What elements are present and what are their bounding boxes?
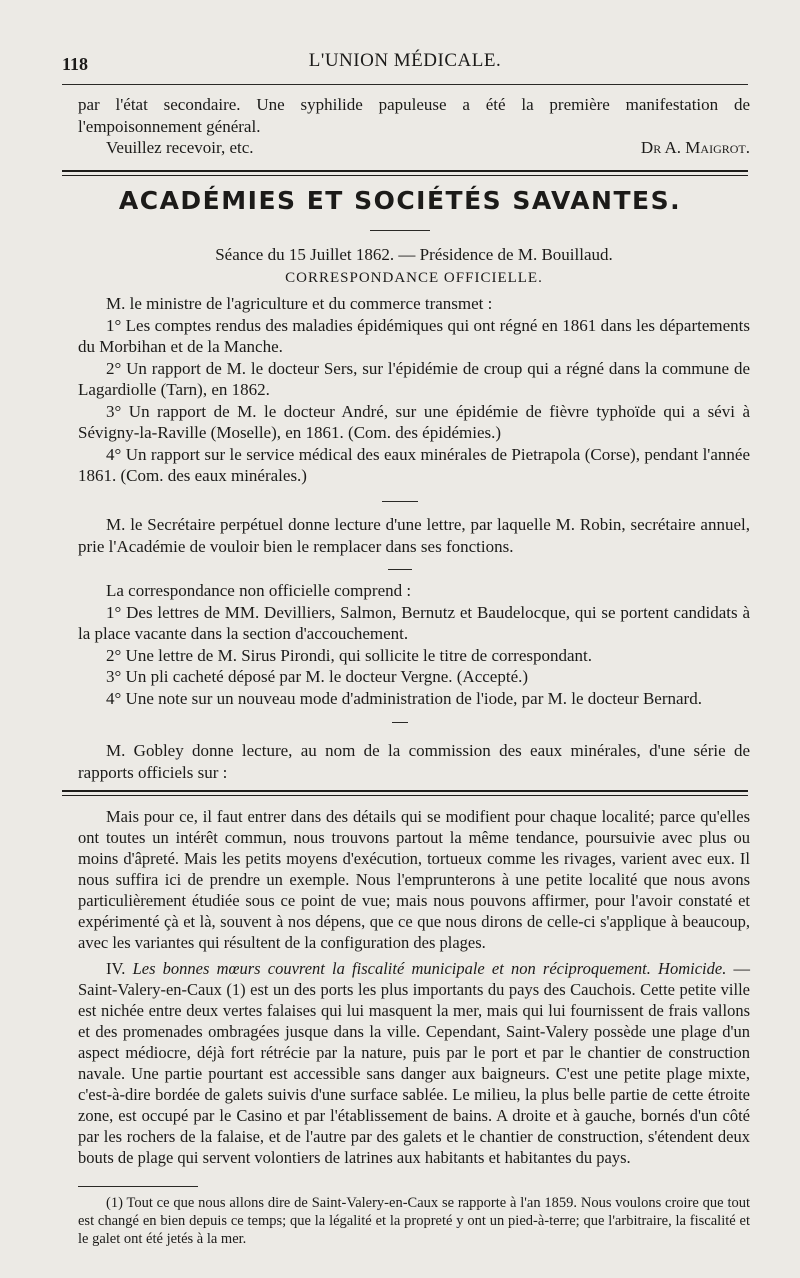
nonofficial-item: 3° Un pli cacheté déposé par M. le docteur Vergne. (Accepté.) <box>106 667 529 686</box>
header-rule <box>62 84 748 85</box>
seance-line: Séance du 15 Juillet 1862. — Présidence de M. Bouillaud. <box>215 245 613 264</box>
correspondance-officielle-heading: CORRESPONDANCE OFFICIELLE. <box>285 269 543 286</box>
nonofficial-item: 4° Une note sur un nouveau mode d'administration de l'iode, par M. le docteur Bernard. <box>106 688 702 708</box>
signature-line <box>78 137 750 159</box>
feuilleton <box>78 806 750 1168</box>
nonofficial-item: 2° Une lettre de M. Sirus Pirondi, qui sollicite le titre de correspondant. <box>106 645 593 665</box>
running-title: L'UNION MÉDICALE. <box>308 50 502 71</box>
non-official-correspondence <box>78 580 750 709</box>
separator-rule <box>388 569 412 570</box>
secretary-paragraph <box>78 514 750 557</box>
academy-report <box>78 244 750 487</box>
page-number: 118 <box>62 54 89 74</box>
official-item: 2° Un rapport de M. le docteur Sers, sur l'épidémie de croup qui a régné dans la commune de Lagardiolle (Tarn), en 1862. <box>78 358 750 399</box>
footnote-text: (1) Tout ce que nous allons dire de Saint-Valery-en-Caux se rapporte à l'an 1859. Nous voulons croire que tout est changé en bien depuis ce temps; que la légalité et la propreté y ont un pied-à-terre; que l'arbitraire, la fiscalité et le galet ont été jetés à la mer. <box>78 1195 750 1247</box>
feuilleton-double-rule <box>62 790 748 798</box>
closing-formula: Veuillez recevoir, etc. <box>106 138 254 157</box>
official-item: 1° Les comptes rendus des maladies épidémiques qui ont régné en 1861 dans les départements du Morbihan et de la Manche. <box>78 315 750 356</box>
feuilleton-paragraph: Mais pour ce, il faut entrer dans des détails qui se modifient pour chaque localité; parce qu'elles ont toutes un intérêt commun, nous trouvons partout la même tendance, poursuivie avec plus ou moins d'âpreté. Mais les petits moyens d'exécution, tortueux comme les rivages, varient avec eux. Il nous suffira ici de prendre un exemple. Nous l'emprunterons à une petite localité que nous avons particulièrement étudiée sous ce point de vue; mais nous pouvons affirmer, pour l'avoir constaté et expérimenté çà et là, souvent à nos dépens, que ce que nous dirons de celle-ci s'applique à beaucoup, avec les variantes qui résultent de la configuration des plages. <box>78 807 750 952</box>
footnote <box>78 1194 750 1248</box>
section-numeral: IV. <box>106 959 126 978</box>
official-item: 4° Un rapport sur le service médical des eaux minérales de Pietrapola (Corse), pendant l'année 1861. (Com. des eaux minérales.) <box>78 444 750 485</box>
official-item: 3° Un rapport de M. le docteur André, sur une épidémie de fièvre typhoïde qui a sévi à Sévigny-la-Raville (Moselle), en 1861. (Com. des épidémies.) <box>78 401 750 442</box>
gobley-paragraph <box>78 740 750 783</box>
section-body: — Saint-Valery-en-Caux (1) est un des ports les plus importants du pays des Cauchois. Cette petite ville est nichée entre deux vertes falaises qui lui masquent la mer, mais qui lui fournissent de frais vallons et des promenades ombragées jusque dans la ville. Cependant, Saint-Valery possède une plage d'un aspect médiocre, déjà fort rétrécie par la nature, puis par le port et par le chantier de construction navale. Une partie pourtant est accessible sans danger aux baigneurs. C'est une petite plage mixte, c'est-à-dire bordée de galets suivis d'une surface sablée. Le milieu, la plus belle partie de cette étroite zone, est occupé par le Casino et par l'établissement de bains. A droite et à gauche, bornés d'un côté par les rochers de la falaise, et de l'autre par des galets et le chantier de construction, s'étendent deux bouts de plage qui servent volontiers de latrines aux habitants et habitantes du pays. <box>78 959 751 1167</box>
signature: Dr A. Maigrot. <box>640 138 750 157</box>
official-intro: M. le ministre de l'agriculture et du commerce transmet : <box>106 294 493 313</box>
nonofficial-intro: La correspondance non officielle comprend : <box>106 581 412 600</box>
page-header <box>62 44 748 78</box>
section-title: ACADÉMIES ET SOCIÉTÉS SAVANTES. <box>118 186 682 215</box>
secretary-text: M. le Secrétaire perpétuel donne lecture d'une lettre, par laquelle M. Robin, secrétaire annuel, prie l'Académie de vouloir bien le remplacer dans ses fonctions. <box>78 515 750 556</box>
section-double-rule <box>62 170 748 178</box>
letter-text: par l'état secondaire. Une syphilide papuleuse a été la première manifestation de l'empoisonnement général. <box>78 95 750 136</box>
separator-rule <box>392 722 408 723</box>
section-italic-heading: Les bonnes mœurs couvrent la fiscalité municipale et non réciproquement. Homicide. <box>132 959 727 978</box>
separator-rule <box>382 501 418 502</box>
nonofficial-item: 1° Des lettres de MM. Devilliers, Salmon, Bernutz et Baudelocque, qui se portent candidats à la place vacante dans la section d'accouchement. <box>78 602 750 643</box>
title-short-rule <box>370 230 430 231</box>
letter-ending <box>78 94 750 159</box>
footnote-rule <box>78 1186 198 1187</box>
gobley-text: M. Gobley donne lecture, au nom de la commission des eaux minérales, d'une série de rapports officiels sur : <box>78 741 750 782</box>
feuilleton-paragraph-iv <box>78 958 750 1168</box>
